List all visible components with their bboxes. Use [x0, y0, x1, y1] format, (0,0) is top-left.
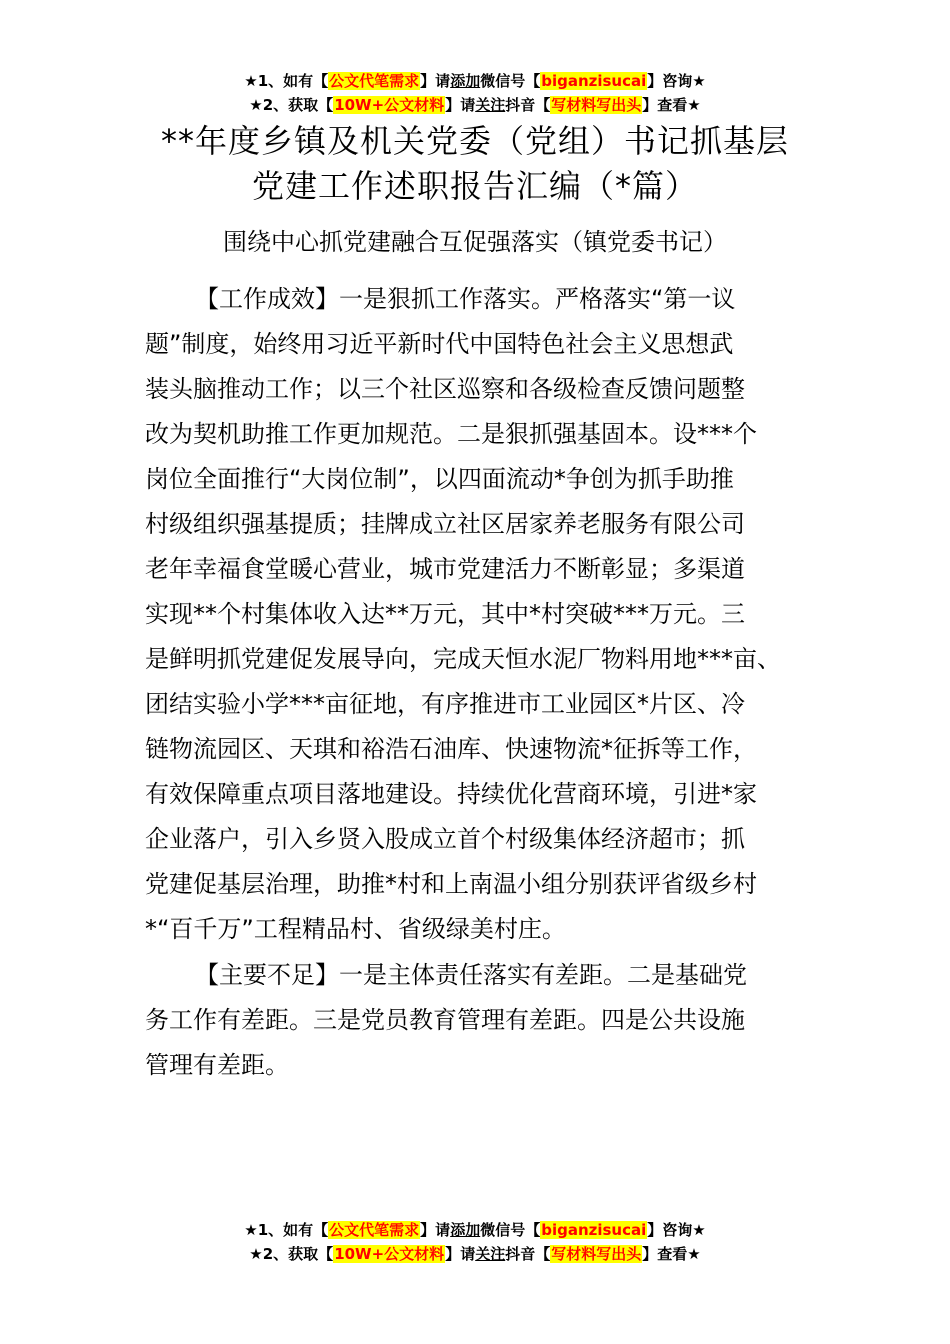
paragraph-line: 【主要不足】一是主体责任落实有差距。二是基础党: [195, 961, 747, 989]
promo-douyin-id: 写材料写出头: [551, 1245, 642, 1263]
paragraph-line: 是鲜明抓党建促发展导向，完成天恒水泥厂物料用地***亩、: [145, 645, 781, 673]
promo-line-1: [0, 1218, 950, 1242]
promo-underlined: 添加: [450, 1221, 481, 1239]
paragraph-line: 装头脑推动工作；以三个社区巡察和各级检查反馈问题整: [145, 375, 745, 403]
promo-highlight: 10W+公文材料: [334, 1245, 445, 1263]
promo-underlined: 添加: [450, 72, 481, 90]
promo-text: 】查看★: [642, 96, 701, 114]
paragraph-line: 老年幸福食堂暖心营业，城市党建活力不断彰显；多渠道: [145, 555, 745, 583]
promo-text: 微信号【: [480, 72, 541, 90]
paragraph-line: 管理有差距。: [145, 1051, 289, 1079]
paragraph-line: 题”制度，始终用习近平新时代中国特色社会主义思想武: [145, 330, 734, 358]
promo-line-2: [0, 93, 950, 117]
title-line: 党建工作述职报告汇编（*篇）: [251, 167, 698, 205]
paragraph-line: *“百千万”工程精品村、省级绿美村庄。: [145, 915, 566, 943]
paragraph-line: 企业落户，引入乡贤入股成立首个村级集体经济超市；抓: [145, 825, 745, 853]
promo-header: [0, 69, 950, 117]
promo-line-1: [0, 69, 950, 93]
paragraph-line: 团结实验小学***亩征地，有序推进市工业园区*片区、冷: [145, 690, 745, 718]
promo-wechat-id: biganzisucai: [541, 1221, 647, 1239]
promo-text: ★2、获取【: [249, 1245, 334, 1263]
promo-text: 抖音【: [505, 96, 551, 114]
promo-text: ★1、如有【: [244, 1221, 329, 1239]
promo-footer: [0, 1218, 950, 1266]
title-line: **年度乡镇及机关党委（党组）书记抓基层: [160, 122, 789, 160]
promo-line-2: [0, 1242, 950, 1266]
paragraph-line: 党建促基层治理，助推*村和上南温小组分别获评省级乡村: [145, 870, 757, 898]
promo-text: 】咨询★: [647, 1221, 706, 1239]
promo-douyin-id: 写材料写出头: [551, 96, 642, 114]
promo-text: 】请: [420, 72, 451, 90]
paragraph-line: 【工作成效】一是狠抓工作落实。严格落实“第一议: [195, 285, 736, 313]
paragraph-line: 有效保障重点项目落地建设。持续优化营商环境，引进*家: [145, 780, 757, 808]
promo-underlined: 关注: [475, 96, 506, 114]
promo-text: 】咨询★: [647, 72, 706, 90]
promo-wechat-id: biganzisucai: [541, 72, 647, 90]
promo-highlight: 公文代笔需求: [329, 72, 420, 90]
promo-highlight: 公文代笔需求: [329, 1221, 420, 1239]
paragraph-work-results: [145, 277, 809, 952]
paragraph-line: 链物流园区、天琪和裕浩石油库、快速物流*征拆等工作，: [145, 735, 757, 763]
promo-text: 】请: [420, 1221, 451, 1239]
promo-text: 微信号【: [480, 1221, 541, 1239]
promo-text: 抖音【: [505, 1245, 551, 1263]
paragraph-shortcomings: [145, 953, 809, 1088]
promo-text: 】请: [445, 96, 476, 114]
promo-text: ★1、如有【: [244, 72, 329, 90]
document-title: [0, 119, 950, 209]
paragraph-line: 岗位全面推行“大岗位制”，以四面流动*争创为抓手助推: [145, 465, 734, 493]
promo-text: ★2、获取【: [249, 96, 334, 114]
promo-underlined: 关注: [475, 1245, 506, 1263]
promo-highlight: 10W+公文材料: [334, 96, 445, 114]
paragraph-line: 改为契机助推工作更加规范。二是狠抓强基固本。设***个: [145, 420, 757, 448]
promo-text: 】请: [445, 1245, 476, 1263]
promo-text: 】查看★: [642, 1245, 701, 1263]
document-subtitle: 围绕中心抓党建融合互促强落实（镇党委书记）: [223, 228, 727, 256]
paragraph-line: 村级组织强基提质；挂牌成立社区居家养老服务有限公司: [145, 510, 745, 538]
paragraph-line: 实现**个村集体收入达**万元，其中*村突破***万元。三: [145, 600, 745, 628]
paragraph-line: 务工作有差距。三是党员教育管理有差距。四是公共设施: [145, 1006, 745, 1034]
